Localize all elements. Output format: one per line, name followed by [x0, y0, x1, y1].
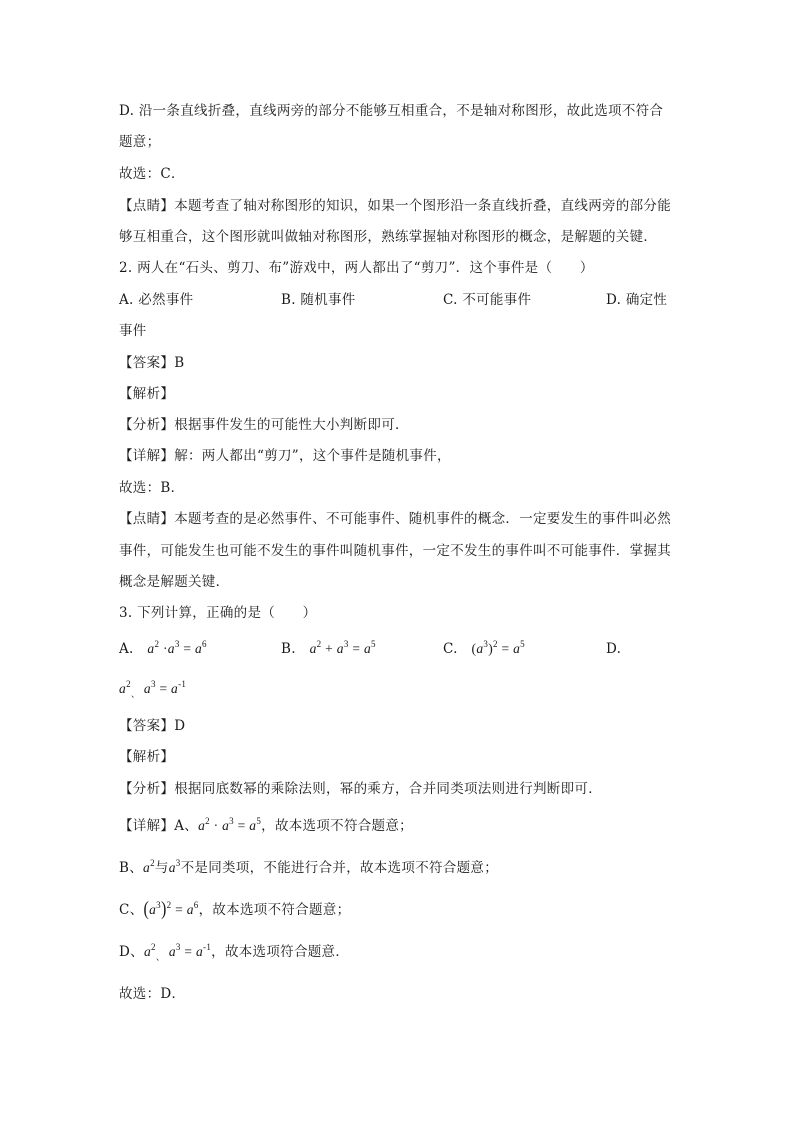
text-line: 【点睛】本题考查了轴对称图形的知识，如果一个图形沿一条直线折叠，直线两旁的部分能: [119, 198, 671, 214]
q3-option-b: B. $a^2 + a^3 = a^5$: [281, 639, 376, 657]
question-3-stem: 3. 下列计算，正确的是（ ）: [119, 605, 317, 621]
text-line: D. 沿一条直线折叠，直线两旁的部分不能够互相重合，不是轴对称图形，故此选项不符合: [119, 103, 664, 119]
q3-detail-a: 【详解】A、$a^2 \cdot a^3 = a^5$，故本选项不符合题意；: [119, 816, 413, 834]
q3-option-d-formula: $a^2_、$ $a^3 = a^{-1}$: [119, 679, 187, 699]
q2-comment: 概念是解题关键．: [119, 574, 230, 590]
q3-analysis: 【分析】根据同底数幂的乘除法则，幂的乘方，合并同类项法则进行判断即可．: [119, 781, 602, 797]
q2-comment: 事件，可能发生也可能不发生的事件叫随机事件，一定不发生的事件叫不可能事件．掌握其: [119, 543, 671, 559]
q2-analysis: 【分析】根据事件发生的可能性大小判断即可．: [119, 417, 409, 433]
q2-option-d: D. 确定性: [606, 292, 668, 308]
q3-detail-b: B、$a^2$与$a^3$不是同类项，不能进行合并，故本选项不符合题意；: [119, 858, 498, 876]
q2-option-a: A. 必然事件: [119, 292, 194, 308]
q3-detail-d: D、$a^2_、$ $a^3 = a^{-1}$，故本选项符合题意．: [119, 942, 350, 962]
q3-answer: 【答案】D: [119, 718, 186, 734]
q2-option-d-wrap: 事件: [119, 323, 147, 339]
q2-answer: 【答案】B: [119, 355, 185, 371]
q2-analysis-heading: 【解析】: [119, 386, 175, 402]
formula: $a^2 \cdot a^3 = a^6$: [147, 639, 207, 656]
q2-detail: 【详解】解：两人都出“剪刀”，这个事件是随机事件，: [119, 448, 451, 464]
q3-option-d-label: D.: [606, 641, 622, 657]
formula: $a^2 + a^3 = a^5$: [309, 639, 376, 656]
q3-analysis-heading: 【解析】: [119, 749, 175, 765]
q3-option-a: A. $a^2 \cdot a^3 = a^6$: [119, 639, 207, 657]
q3-selection: 故选：D．: [119, 986, 186, 1002]
text-line: 够互相重合，这个图形就叫做轴对称图形，熟练掌握轴对称图形的概念，是解题的关键．: [119, 229, 658, 245]
text-line: 故选：C．: [119, 166, 185, 182]
text-line: 题意；: [119, 134, 161, 150]
q3-option-c: C. $(a^3)^2 = a^5$: [443, 639, 525, 657]
q2-option-c: C. 不可能事件: [443, 292, 532, 308]
q2-option-b: B. 随机事件: [281, 292, 356, 308]
q2-selection: 故选：B．: [119, 480, 185, 496]
question-2-stem: 2. 两人在“石头、剪刀、布”游戏中，两人都出了“剪刀”．这个事件是（ ）: [119, 260, 594, 276]
formula: $(a^3)^2 = a^5$: [471, 639, 525, 656]
q3-detail-c: C、$(a^3)^2 = a^6$，故本选项不符合题意；: [119, 898, 351, 920]
q2-comment: 【点睛】本题考查的是必然事件、不可能事件、随机事件的概念．一定要发生的事件叫必然: [119, 511, 671, 527]
